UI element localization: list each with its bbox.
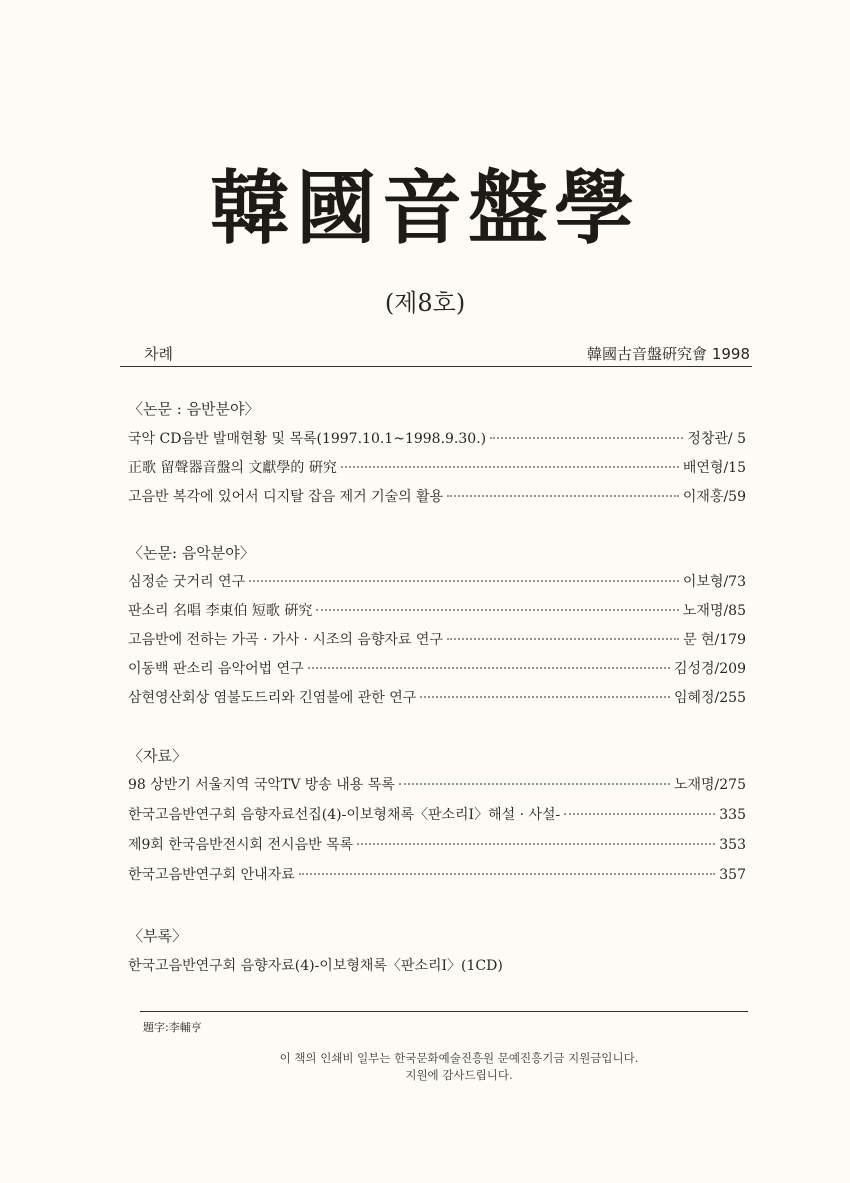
leader-dots [249,580,679,582]
funding-notice [0,1050,850,1084]
calligraphy-credit: 題字:李輔亨 [143,1021,202,1034]
toc-entry-page: 김성경/209 [673,661,746,677]
toc-entry [128,428,746,450]
toc-entry-title: 이동백 판소리 음악어법 연구 [128,661,304,677]
section-heading-appendix: 〈부록〉 [128,927,187,945]
header-divider [120,366,752,367]
toc-entry-title: 正歌 留聲器音盤의 文獻學的 硏究 [128,460,337,476]
leader-dots [341,466,679,468]
toc-entry [128,864,746,886]
toc-entry-page: 정창관/ 5 [687,431,746,447]
toc-entry-page: 353 [719,837,746,853]
leader-dots [299,873,716,875]
leader-dots [316,609,679,611]
toc-entry-title: 98 상반기 서울지역 국악TV 방송 내용 목록 [128,777,395,793]
toc-header [140,343,750,365]
leader-dots [490,437,683,439]
toc-entry-page: 335 [719,807,746,823]
toc-entry-title: 한국고음반연구회 안내자료 [128,867,295,883]
leader-dots [399,783,670,785]
section-heading-music-papers: 〈논문: 음악분야〉 [128,544,255,562]
leader-dots [357,843,715,845]
toc-entry [128,834,746,856]
leader-dots [447,495,679,497]
toc-entry-page: 이보형/73 [682,574,746,590]
section-heading-materials: 〈자료〉 [128,747,187,765]
toc-entry-page: 임혜정/255 [673,690,746,706]
toc-entry-page: 357 [719,867,746,883]
toc-entry [128,600,746,622]
section-heading-recording-papers: 〈논문 : 음반분야〉 [128,400,260,418]
toc-entry-page: 노재명/85 [682,603,746,619]
toc-entry-title: 한국고음반연구회 음향자료(4)-이보형채록〈판소리I〉(1CD) [128,958,503,974]
toc-entry [128,804,746,826]
leader-dots [564,813,715,815]
toc-entry-page: 배연형/15 [682,460,746,476]
leader-dots [420,696,670,698]
toc-entry [128,571,746,593]
toc-entry-title: 고음반에 전하는 가곡 · 가사 · 시조의 음향자료 연구 [128,632,443,648]
toc-entry-title: 삼현영산회상 염불도드리와 긴염불에 관한 연구 [128,690,417,706]
toc-entry-title: 고음반 복각에 있어서 디지탈 잡음 제거 기술의 활용 [128,489,444,505]
toc-label: 차례 [144,345,173,363]
journal-title: 韓國音盤學 [210,161,640,255]
toc-entry-title: 제9회 한국음반전시회 전시음반 목록 [128,837,354,853]
leader-dots [447,638,679,640]
publisher-year: 韓國古音盤硏究會 1998 [587,345,750,363]
toc-entry [128,658,746,680]
funding-notice-line: 이 책의 인쇄비 일부는 한국문화예술진흥원 문예진흥기금 지원금입니다. [279,1051,639,1065]
leader-dots [308,667,670,669]
toc-entry [128,774,746,796]
toc-entry-title: 판소리 名唱 李東伯 短歌 硏究 [128,603,313,619]
footer-divider [140,1011,748,1012]
toc-entry-page: 노재명/275 [673,777,746,793]
funding-thanks-line: 지원에 감사드립니다. [405,1068,513,1082]
toc-entry-title: 심정순 굿거리 연구 [128,574,246,590]
toc-entry-page: 이재홍/59 [682,489,746,505]
toc-entry-page: 문 현/179 [683,632,746,648]
issue-number: (제8호) [384,289,466,317]
toc-entry [128,457,746,479]
toc-entry [128,629,746,651]
toc-entry [128,486,746,508]
toc-entry-title: 한국고음반연구회 음향자료선집(4)-이보형채록〈판소리I〉해설 · 사설- [128,807,561,823]
toc-entry-title: 국악 CD음반 발매현황 및 목록(1997.10.1~1998.9.30.) [128,431,487,447]
toc-entry [128,687,746,709]
